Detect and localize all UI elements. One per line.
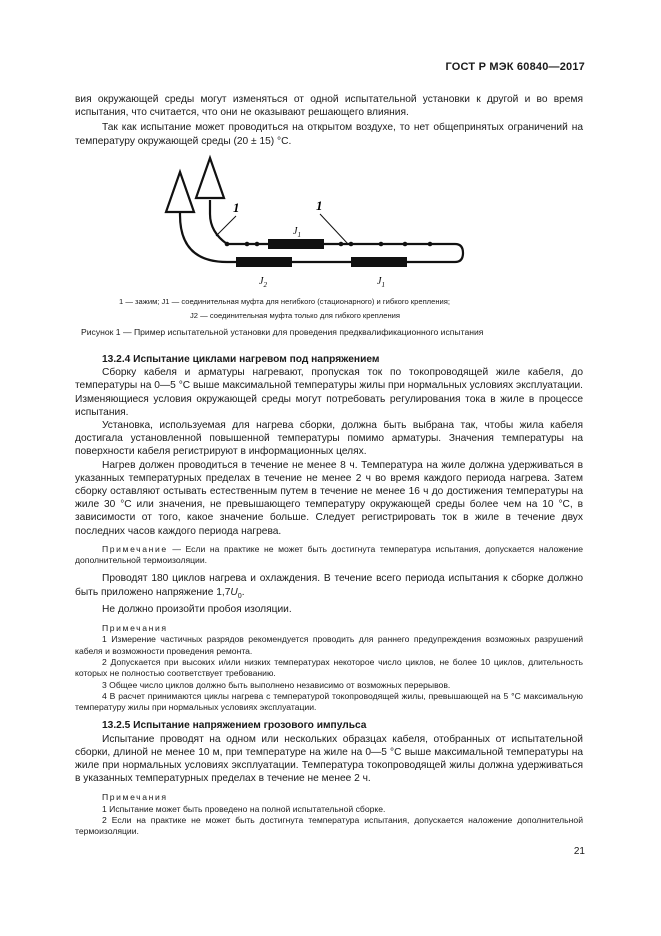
note-text: — Если на практике не может быть достигнута температура испытания, допускается наложение дополнительной термоизоляции.: [75, 543, 583, 566]
intro-paragraph-2: Так как испытание может проводиться на открытом воздухе, то нет общепринятых ограничений на температуру окружающей среды (20 ± 15) °С.: [75, 122, 583, 147]
lead-right: [210, 200, 227, 244]
figure-caption: Рисунок 1 — Пример испытательной установки для проведения предквалификационного испытания: [81, 327, 484, 337]
s1324-notes-title: Примечания: [102, 623, 168, 634]
s1325-notes-title: Примечания: [102, 792, 168, 803]
clamp-dot: [349, 242, 354, 247]
clamp-label-right: 1: [316, 198, 323, 213]
section-title-13-2-5: 13.2.5 Испытание напряжением грозового импульса: [102, 720, 367, 732]
arrow-left-icon: [166, 172, 194, 212]
s1324-note-item: 1 Измерение частичных разрядов рекомендуется проводить для раннего предупреждения возможных разрушений кабеля и возможности проведения ремонта.: [75, 634, 583, 656]
pointer-line-right: [320, 214, 348, 244]
joint-label-j2: $J_2$: [259, 276, 267, 289]
s1324-paragraph-4: Проводят 180 циклов нагрева и охлаждения. В течение всего периода испытания к сборке должно быть приложено напряжение $1,7U_0$.: [75, 573, 583, 600]
clamp-dot: [245, 242, 250, 247]
s1325-note-item: 1 Испытание может быть проведено на полной испытательной сборке.: [102, 803, 386, 814]
section-title-13-2-4: 13.2.4 Испытание циклами нагревом под напряжением: [102, 354, 380, 365]
intro-paragraph-1: вия окружающей среды могут изменяться от одной испытательной установки к другой и во время испытания, что считается, что они не оказывают решающего влияния.: [75, 94, 583, 119]
figure-legend-line-1: 1 — зажим; J1 — соединительная муфта для негибкого (стационарного) и гибкого крепления;: [119, 297, 450, 306]
lead-left: [180, 205, 227, 262]
joint-j1-lower: [351, 257, 407, 267]
figure-legend-line-2: J2 — соединительная муфта только для гибкого крепления: [190, 311, 400, 320]
standard-header: ГОСТ Р МЭК 60840—2017: [445, 61, 585, 73]
s1324-paragraph-2: Установка, используемая для нагрева сборки, должна быть выбрана так, чтобы жила кабеля достигала установленной повышенной температуры помимо арматуры. Значения температуры на поверхности кабеля регистрируют в информационных целях.: [75, 420, 583, 458]
s1325-paragraph-1: Испытание проводят на одном или нескольких образцах кабеля, отобранных от испытательной сборки, длиной не менее 10 м, при температуре на жиле на 0—5 °С выше максимальной температуры на жиле при нормальных условиях эксплуатации. Температура токопроводящей жилы должна удерживаться в указанных температурных пределах в течение не менее 2 ч.: [75, 733, 583, 785]
s1324-note-item: 2 Допускается при высоких и/или низких температурах некоторое число циклов, не более 10 циклов, длительность которых не полностью соответствует требованию.: [75, 656, 583, 679]
clamp-dot: [255, 242, 260, 247]
clamp-dot: [225, 242, 230, 247]
joint-label-j1-lower: $J_1$: [377, 276, 385, 289]
s1324-note: [75, 544, 583, 567]
joint-label-j1-upper: $J_1$: [293, 226, 301, 239]
pointer-line-left: [216, 216, 236, 236]
clamp-label-left: 1: [233, 200, 240, 215]
s1324-note-item: 4 В расчет принимаются циклы нагрева с температурой токопроводящей жилы, превышающей на 5 °С максимальную температуру жилы при нормальных условиях эксплуатации.: [75, 690, 583, 713]
joint-j1-upper: [268, 239, 324, 249]
clamp-dot: [379, 242, 384, 247]
clamp-dot: [428, 242, 433, 247]
s1324-paragraph-3: Нагрев должен проводиться в течение не менее 8 ч. Температура на жиле должна удерживаться в указанных температурных пределах в течение не менее 2 ч во время каждого периода нагрева. Затем сборку оставляют остывать естественным путем в течение не менее 16 ч до достижения температуры на жиле 30 °С или значения, не превышающего температуру окружающей среды более чем на 10 °С, в зависимости от того, какое значение больше. Следует регистрировать ток в жиле в течение двух последних часов каждого периода нагрева.: [75, 459, 583, 537]
clamp-dot: [339, 242, 344, 247]
page-number: 21: [573, 846, 585, 857]
arrow-right-icon: [196, 158, 224, 198]
s1324-note-item: 3 Общее число циклов должно быть выполнено независимо от возможных перерывов.: [102, 679, 451, 690]
joint-j2: [236, 257, 292, 267]
section-13-2-4: [75, 353, 583, 838]
s1324-paragraph-1: Сборку кабеля и арматуры нагревают, пропуская ток по токопроводящей жиле кабеля, до температуры на 0—5 °С выше максимальной температуры жилы при нормальных условиях эксплуатации. Изменяющиеся условия окружающей среды могут потребовать регулирования тока в жиле в процессе испытания.: [75, 367, 583, 418]
clamp-dot: [403, 242, 408, 247]
s1324-paragraph-5: Не должно произойти пробоя изоляции.: [102, 603, 292, 615]
test-setup-diagram: [0, 0, 661, 340]
s1325-note-item: 2 Если на практике не может быть достигнута температура испытания, допускается наложение дополнительной термоизоляции.: [75, 815, 583, 837]
note-label: Примечание: [102, 543, 168, 554]
